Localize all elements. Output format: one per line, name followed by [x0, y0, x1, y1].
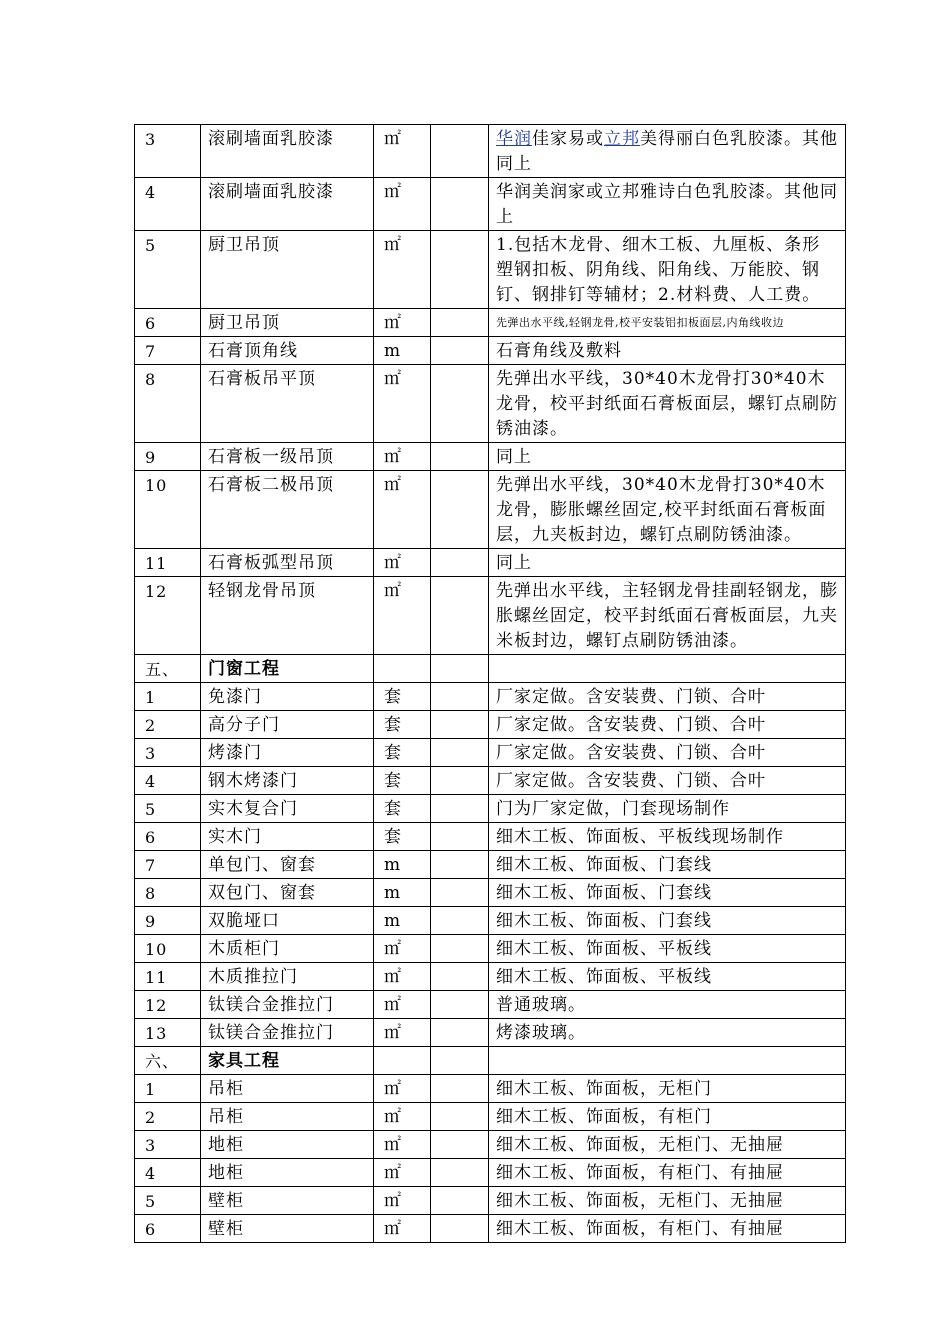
- item-name: 轻钢龙骨吊顶: [201, 577, 374, 655]
- empty-cell: [431, 739, 489, 767]
- item-description: 厂家定做。含安装费、门锁、合叶: [489, 739, 846, 767]
- item-description: 先弹出水平线,轻钢龙骨,校平安装铝扣板面层,内角线收边: [489, 309, 846, 337]
- item-name: 高分子门: [201, 711, 374, 739]
- item-name: 石膏顶角线: [201, 337, 374, 365]
- table-row: [135, 851, 846, 879]
- item-number: 5: [135, 231, 201, 309]
- empty-cell: [431, 1047, 489, 1075]
- item-number: 6: [135, 309, 201, 337]
- item-name: 实木复合门: [201, 795, 374, 823]
- table-row: [135, 795, 846, 823]
- item-number: 11: [135, 963, 201, 991]
- price-list-table: [134, 124, 846, 1243]
- table-row: [135, 683, 846, 711]
- table-row: [135, 907, 846, 935]
- item-unit: ㎡: [374, 125, 431, 178]
- item-description: 细木工板、饰面板，无柜门、无抽屉: [489, 1187, 846, 1215]
- item-name: 吊柜: [201, 1103, 374, 1131]
- empty-cell: [431, 1159, 489, 1187]
- item-name: 木质推拉门: [201, 963, 374, 991]
- empty-cell: [431, 577, 489, 655]
- item-name: 家具工程: [201, 1047, 374, 1075]
- empty-cell: [431, 178, 489, 231]
- empty-cell: [431, 879, 489, 907]
- table-row: [135, 767, 846, 795]
- table-row: [135, 577, 846, 655]
- item-unit: 套: [374, 739, 431, 767]
- table-row: [135, 963, 846, 991]
- table-row: [135, 1159, 846, 1187]
- item-description: [489, 655, 846, 683]
- item-unit: [374, 1047, 431, 1075]
- item-name: 钛镁合金推拉门: [201, 1019, 374, 1047]
- item-number: 六、: [135, 1047, 201, 1075]
- item-description: 细木工板、饰面板、门套线: [489, 851, 846, 879]
- item-name: 门窗工程: [201, 655, 374, 683]
- item-unit: ㎡: [374, 178, 431, 231]
- item-name: 烤漆门: [201, 739, 374, 767]
- table-row: [135, 178, 846, 231]
- item-number: 4: [135, 767, 201, 795]
- empty-cell: [431, 1103, 489, 1131]
- empty-cell: [431, 443, 489, 471]
- item-description: 细木工板、饰面板，有柜门、有抽屉: [489, 1215, 846, 1243]
- item-name: 钛镁合金推拉门: [201, 991, 374, 1019]
- item-name: 地柜: [201, 1131, 374, 1159]
- item-number: 7: [135, 851, 201, 879]
- item-number: 6: [135, 1215, 201, 1243]
- item-description: 厂家定做。含安装费、门锁、合叶: [489, 683, 846, 711]
- item-description: 细木工板、饰面板，无柜门: [489, 1075, 846, 1103]
- empty-cell: [431, 471, 489, 549]
- item-name: 双脆垭口: [201, 907, 374, 935]
- item-number: 10: [135, 935, 201, 963]
- item-number: 12: [135, 577, 201, 655]
- item-description: [489, 125, 846, 178]
- item-name: 滚刷墙面乳胶漆: [201, 178, 374, 231]
- item-unit: m: [374, 337, 431, 365]
- item-name: 实木门: [201, 823, 374, 851]
- table-row: [135, 443, 846, 471]
- empty-cell: [431, 1019, 489, 1047]
- item-description: 同上: [489, 549, 846, 577]
- empty-cell: [431, 991, 489, 1019]
- table-row: [135, 1019, 846, 1047]
- empty-cell: [431, 1187, 489, 1215]
- item-description: [489, 1047, 846, 1075]
- item-description: 细木工板、饰面板、门套线: [489, 879, 846, 907]
- item-name: 滚刷墙面乳胶漆: [201, 125, 374, 178]
- item-number: 6: [135, 823, 201, 851]
- item-unit: 套: [374, 795, 431, 823]
- empty-cell: [431, 1215, 489, 1243]
- item-number: 5: [135, 795, 201, 823]
- item-description: 1.包括木龙骨、细木工板、九厘板、条形塑钢扣板、阴角线、阳角线、万能胶、钢钉、钢排钉等辅材；2.材料费、人工费。: [489, 231, 846, 309]
- item-unit: ㎡: [374, 577, 431, 655]
- item-number: 8: [135, 879, 201, 907]
- item-number: 13: [135, 1019, 201, 1047]
- empty-cell: [431, 795, 489, 823]
- item-unit: ㎡: [374, 309, 431, 337]
- section-row: [135, 655, 846, 683]
- item-unit: 套: [374, 823, 431, 851]
- item-unit: ㎡: [374, 1159, 431, 1187]
- item-description: 细木工板、饰面板、平板线: [489, 963, 846, 991]
- item-unit: m: [374, 879, 431, 907]
- item-name: 壁柜: [201, 1215, 374, 1243]
- empty-cell: [431, 125, 489, 178]
- item-unit: ㎡: [374, 963, 431, 991]
- table-row: [135, 1103, 846, 1131]
- empty-cell: [431, 823, 489, 851]
- item-unit: ㎡: [374, 549, 431, 577]
- item-name: 地柜: [201, 1159, 374, 1187]
- item-unit: ㎡: [374, 1075, 431, 1103]
- description-text: 美得丽白色乳胶漆。其他同上: [496, 129, 838, 174]
- item-name: 钢木烤漆门: [201, 767, 374, 795]
- item-unit: m: [374, 851, 431, 879]
- item-number: 7: [135, 337, 201, 365]
- item-unit: ㎡: [374, 471, 431, 549]
- table-row: [135, 991, 846, 1019]
- empty-cell: [431, 963, 489, 991]
- item-name: 石膏板二极吊顶: [201, 471, 374, 549]
- item-description: 细木工板、饰面板、门套线: [489, 907, 846, 935]
- item-description: 厂家定做。含安装费、门锁、合叶: [489, 767, 846, 795]
- section-row: [135, 1047, 846, 1075]
- item-name: 单包门、窗套: [201, 851, 374, 879]
- item-unit: ㎡: [374, 1019, 431, 1047]
- empty-cell: [431, 1075, 489, 1103]
- item-name: 木质柜门: [201, 935, 374, 963]
- table-row: [135, 1187, 846, 1215]
- item-unit: 套: [374, 711, 431, 739]
- item-description: 同上: [489, 443, 846, 471]
- empty-cell: [431, 767, 489, 795]
- table-row: [135, 711, 846, 739]
- item-number: 1: [135, 1075, 201, 1103]
- brand-link[interactable]: 华润: [496, 129, 532, 149]
- item-description: 先弹出水平线，主轻钢龙骨挂副轻钢龙，膨胀螺丝固定，校平封纸面石膏板面层，九夹米板封边，螺钉点刷防锈油漆。: [489, 577, 846, 655]
- item-description: 门为厂家定做，门套现场制作: [489, 795, 846, 823]
- item-description: 华润美润家或立邦雅诗白色乳胶漆。其他同上: [489, 178, 846, 231]
- item-description: 先弹出水平线，30*40木龙骨打30*40木龙骨，膨胀螺丝固定,校平封纸面石膏板面层，九夹板封边，螺钉点刷防锈油漆。: [489, 471, 846, 549]
- item-number: 2: [135, 711, 201, 739]
- table-row: [135, 739, 846, 767]
- empty-cell: [431, 655, 489, 683]
- empty-cell: [431, 907, 489, 935]
- item-description: 细木工板、饰面板，无柜门、无抽屉: [489, 1131, 846, 1159]
- item-number: 2: [135, 1103, 201, 1131]
- empty-cell: [431, 683, 489, 711]
- table-row: [135, 823, 846, 851]
- item-name: 双包门、窗套: [201, 879, 374, 907]
- empty-cell: [431, 231, 489, 309]
- item-name: 石膏板弧型吊顶: [201, 549, 374, 577]
- item-unit: [374, 655, 431, 683]
- description-text: 佳家易或: [532, 129, 604, 149]
- table-row: [135, 471, 846, 549]
- item-description: 厂家定做。含安装费、门锁、合叶: [489, 711, 846, 739]
- item-unit: 套: [374, 683, 431, 711]
- item-number: 五、: [135, 655, 201, 683]
- empty-cell: [431, 549, 489, 577]
- table-row: [135, 125, 846, 178]
- item-description: 普通玻璃。: [489, 991, 846, 1019]
- item-number: 5: [135, 1187, 201, 1215]
- item-description: 石膏角线及敷料: [489, 337, 846, 365]
- item-unit: ㎡: [374, 443, 431, 471]
- item-name: 石膏板一级吊顶: [201, 443, 374, 471]
- item-unit: ㎡: [374, 365, 431, 443]
- item-number: 11: [135, 549, 201, 577]
- empty-cell: [431, 935, 489, 963]
- item-description: 细木工板、饰面板、平板线现场制作: [489, 823, 846, 851]
- table-row: [135, 549, 846, 577]
- item-unit: ㎡: [374, 1187, 431, 1215]
- item-number: 4: [135, 1159, 201, 1187]
- table-row: [135, 1131, 846, 1159]
- item-number: 1: [135, 683, 201, 711]
- item-unit: ㎡: [374, 935, 431, 963]
- item-name: 石膏板吊平顶: [201, 365, 374, 443]
- item-name: 吊柜: [201, 1075, 374, 1103]
- empty-cell: [431, 851, 489, 879]
- empty-cell: [431, 1131, 489, 1159]
- item-name: 免漆门: [201, 683, 374, 711]
- empty-cell: [431, 309, 489, 337]
- item-unit: ㎡: [374, 231, 431, 309]
- table-row: [135, 1215, 846, 1243]
- table-row: [135, 1075, 846, 1103]
- empty-cell: [431, 365, 489, 443]
- item-name: 厨卫吊顶: [201, 309, 374, 337]
- item-unit: ㎡: [374, 1215, 431, 1243]
- table-row: [135, 309, 846, 337]
- table-row: [135, 365, 846, 443]
- item-unit: ㎡: [374, 991, 431, 1019]
- item-description: 烤漆玻璃。: [489, 1019, 846, 1047]
- item-unit: 套: [374, 767, 431, 795]
- item-number: 8: [135, 365, 201, 443]
- table-body: [135, 125, 846, 1243]
- table-row: [135, 879, 846, 907]
- empty-cell: [431, 711, 489, 739]
- item-name: 厨卫吊顶: [201, 231, 374, 309]
- item-number: 9: [135, 443, 201, 471]
- item-unit: ㎡: [374, 1103, 431, 1131]
- item-number: 3: [135, 739, 201, 767]
- item-unit: m: [374, 907, 431, 935]
- item-description: 细木工板、饰面板，有柜门、有抽屉: [489, 1159, 846, 1187]
- item-description: 细木工板、饰面板、平板线: [489, 935, 846, 963]
- empty-cell: [431, 337, 489, 365]
- table-row: [135, 935, 846, 963]
- item-number: 10: [135, 471, 201, 549]
- item-unit: ㎡: [374, 1131, 431, 1159]
- item-description: 先弹出水平线，30*40木龙骨打30*40木龙骨，校平封纸面石膏板面层，螺钉点刷防锈油漆。: [489, 365, 846, 443]
- item-number: 3: [135, 1131, 201, 1159]
- item-number: 12: [135, 991, 201, 1019]
- brand-link[interactable]: 立邦: [604, 129, 640, 149]
- item-number: 4: [135, 178, 201, 231]
- item-number: 3: [135, 125, 201, 178]
- item-description: 细木工板、饰面板，有柜门: [489, 1103, 846, 1131]
- table-row: [135, 337, 846, 365]
- table-row: [135, 231, 846, 309]
- item-number: 9: [135, 907, 201, 935]
- item-name: 壁柜: [201, 1187, 374, 1215]
